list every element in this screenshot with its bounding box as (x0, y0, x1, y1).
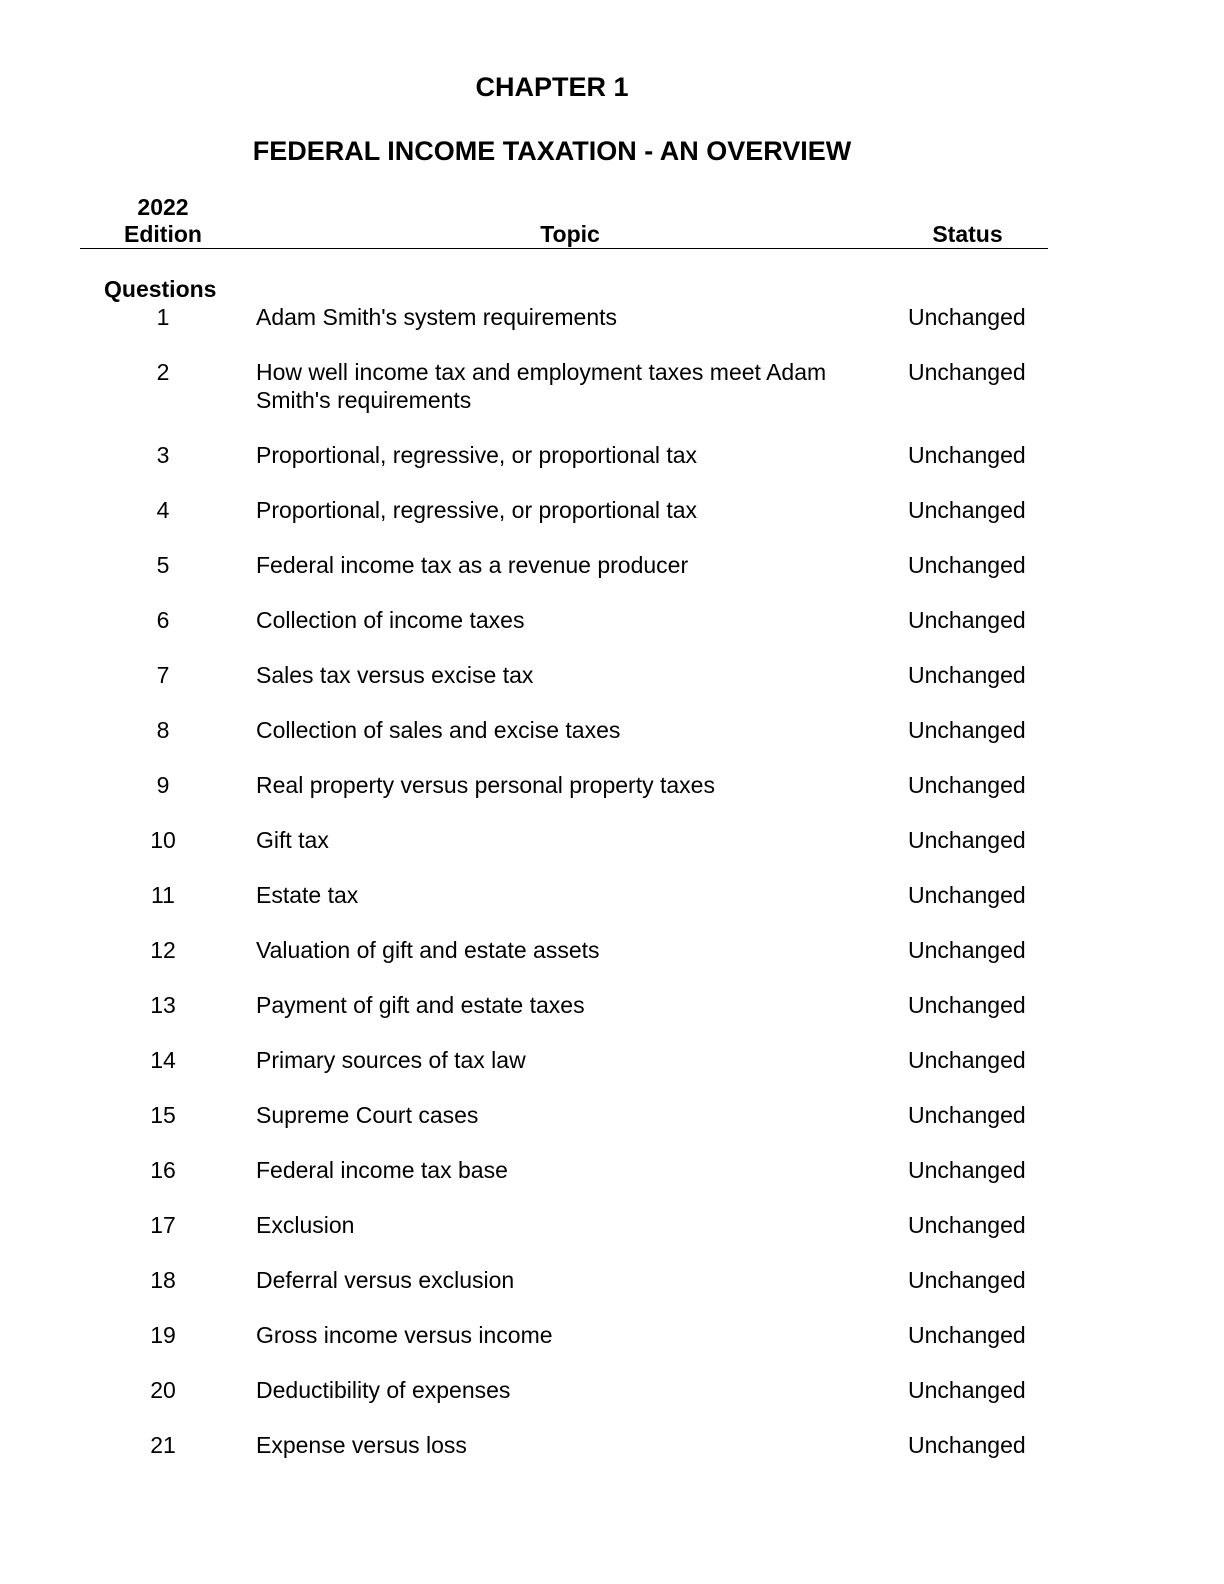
edition-column-header (93, 194, 233, 248)
question-status: Unchanged (908, 1047, 1026, 1073)
question-topic: Exclusion (256, 1212, 355, 1238)
table-row (80, 826, 1048, 854)
question-topic: How well income tax and employment taxes meet Adam Smith's requirements (256, 359, 827, 413)
question-topic: Adam Smith's system requirements (256, 304, 618, 330)
table-row (80, 1266, 1048, 1294)
table-row (80, 771, 1048, 799)
question-topic: Primary sources of tax law (256, 1047, 526, 1073)
question-number: 11 (151, 882, 175, 908)
question-number: 10 (150, 827, 176, 853)
table-row (80, 303, 1048, 331)
question-number: 18 (150, 1267, 176, 1293)
question-number: 16 (150, 1157, 176, 1183)
question-topic: Federal income tax as a revenue producer (256, 552, 689, 578)
table-row (80, 606, 1048, 634)
page-title: FEDERAL INCOME TAXATION - AN OVERVIEW (252, 136, 852, 166)
question-topic: Collection of sales and excise taxes (256, 717, 621, 743)
question-number: 8 (156, 717, 170, 743)
question-status: Unchanged (908, 882, 1026, 908)
question-topic: Expense versus loss (256, 1432, 467, 1458)
question-status: Unchanged (908, 937, 1026, 963)
table-row (80, 936, 1048, 964)
question-topic: Federal income tax base (256, 1157, 508, 1183)
question-status: Unchanged (908, 304, 1026, 330)
question-topic: Proportional, regressive, or proportional tax (256, 497, 698, 523)
table-row (80, 551, 1048, 579)
table-row (80, 1321, 1048, 1349)
question-number: 2 (156, 359, 170, 385)
question-number: 9 (156, 772, 170, 798)
edition-year: 2022 (137, 194, 189, 220)
question-topic: Gross income versus income (256, 1322, 553, 1348)
question-topic: Sales tax versus excise tax (256, 662, 534, 688)
question-status: Unchanged (908, 1377, 1026, 1403)
table-row (80, 1376, 1048, 1404)
table-row (80, 991, 1048, 1019)
question-number: 21 (150, 1432, 176, 1458)
questions-section-label: Questions (104, 276, 217, 302)
question-number: 5 (156, 552, 170, 578)
question-status: Unchanged (908, 717, 1026, 743)
question-status: Unchanged (908, 607, 1026, 633)
question-status: Unchanged (908, 1322, 1026, 1348)
question-status: Unchanged (908, 1432, 1026, 1458)
question-topic: Deferral versus exclusion (256, 1267, 515, 1293)
question-number: 12 (150, 937, 176, 963)
table-row (80, 1431, 1048, 1459)
question-status: Unchanged (908, 992, 1026, 1018)
question-number: 7 (156, 662, 170, 688)
status-column-header: Status (932, 221, 1003, 247)
table-row (80, 716, 1048, 744)
table-row (80, 1046, 1048, 1074)
question-number: 13 (150, 992, 176, 1018)
question-number: 17 (150, 1212, 176, 1238)
question-status: Unchanged (908, 827, 1026, 853)
question-status: Unchanged (908, 1157, 1026, 1183)
table-row (80, 496, 1048, 524)
question-status: Unchanged (908, 1102, 1026, 1128)
topic-column-header: Topic (540, 221, 600, 247)
question-status: Unchanged (908, 359, 1026, 385)
question-status: Unchanged (908, 772, 1026, 798)
question-status: Unchanged (908, 497, 1026, 523)
table-row (80, 1101, 1048, 1129)
question-topic: Gift tax (256, 827, 329, 853)
question-number: 19 (150, 1322, 176, 1348)
question-topic: Payment of gift and estate taxes (256, 992, 585, 1018)
question-topic: Deductibility of expenses (256, 1377, 511, 1403)
question-topic: Supreme Court cases (256, 1102, 479, 1128)
question-topic: Collection of income taxes (256, 607, 525, 633)
question-number: 14 (150, 1047, 176, 1073)
question-number: 20 (150, 1377, 176, 1403)
table-row (80, 881, 1048, 909)
table-row (80, 661, 1048, 689)
question-topic: Valuation of gift and estate assets (256, 937, 600, 963)
chapter-heading: CHAPTER 1 (475, 72, 629, 102)
question-status: Unchanged (908, 1267, 1026, 1293)
question-topic: Real property versus personal property taxes (256, 772, 715, 798)
question-number: 15 (150, 1102, 176, 1128)
table-row (80, 358, 1048, 414)
question-status: Unchanged (908, 662, 1026, 688)
question-number: 3 (156, 442, 170, 468)
table-row (80, 441, 1048, 469)
question-status: Unchanged (908, 1212, 1026, 1238)
questions-table (80, 303, 1048, 1486)
question-topic: Estate tax (256, 882, 359, 908)
question-number: 4 (156, 497, 170, 523)
table-row (80, 1211, 1048, 1239)
question-topic: Proportional, regressive, or proportional tax (256, 442, 698, 468)
question-number: 1 (156, 304, 170, 330)
question-status: Unchanged (908, 442, 1026, 468)
question-number: 6 (156, 607, 170, 633)
table-header (80, 194, 1048, 249)
question-status: Unchanged (908, 552, 1026, 578)
table-row (80, 1156, 1048, 1184)
edition-label: Edition (124, 221, 202, 247)
